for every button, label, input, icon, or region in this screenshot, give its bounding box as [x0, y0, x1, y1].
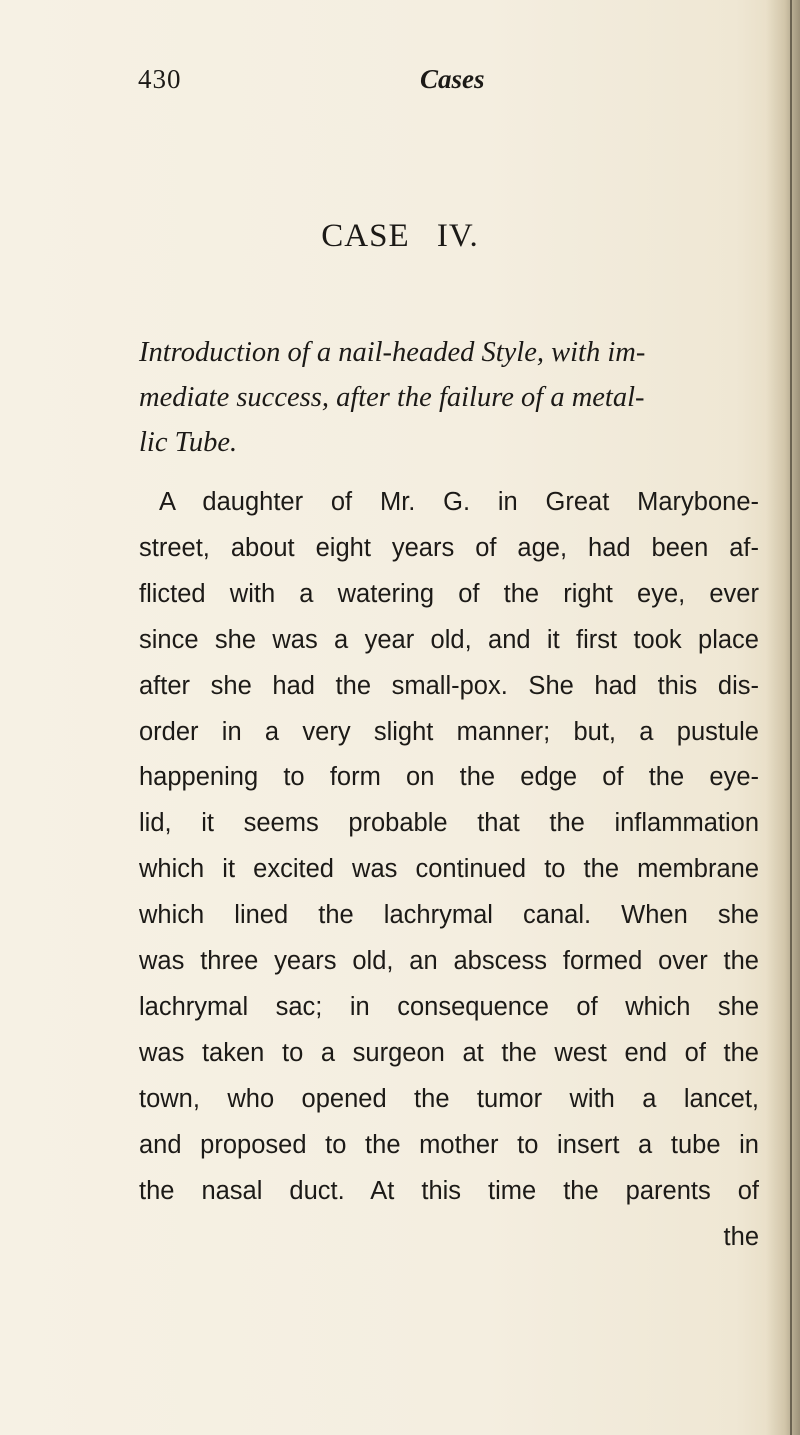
body-line: A daughter of Mr. G. in Great Marybone-	[159, 488, 759, 516]
subtitle-line: Introduction of a nail-headed Style, with im-	[139, 337, 646, 368]
case-heading-prefix: CASE	[321, 218, 410, 254]
body-line: lid, it seems probable that the inflammation	[139, 809, 759, 838]
body-line: town, who opened the tumor with a lancet,	[139, 1084, 759, 1113]
page-number: 430	[138, 64, 182, 94]
body-line: after she had the small-pox. She had this dis-	[139, 671, 759, 700]
body-line: since she was a year old, and it first took place	[139, 625, 759, 654]
case-subtitle	[139, 330, 759, 465]
page-gutter-shadow	[766, 0, 800, 1435]
body-line: lachrymal sac; in consequence of which she	[139, 992, 759, 1021]
running-head	[138, 64, 618, 104]
catchword: the	[723, 1222, 759, 1251]
body-line: was three years old, an abscess formed over the	[139, 947, 759, 976]
body-line: flicted with a watering of the right eye, ever	[139, 579, 759, 608]
subtitle-line: lic Tube.	[139, 427, 238, 458]
body-line: was taken to a surgeon at the west end of the	[139, 1038, 759, 1067]
subtitle-line: mediate success, after the failure of a metal-	[139, 382, 645, 413]
case-heading	[0, 218, 800, 255]
body-line: and proposed to the mother to insert a tube in	[139, 1130, 759, 1159]
body-paragraph	[139, 480, 759, 1260]
case-heading-numeral: IV.	[436, 218, 479, 254]
page-edge-line	[790, 0, 792, 1435]
running-title: Cases	[420, 64, 485, 94]
body-line: the nasal duct. At this time the parents of	[139, 1176, 759, 1205]
body-line: which lined the lachrymal canal. When she	[139, 901, 759, 930]
body-line: happening to form on the edge of the eye-	[139, 763, 759, 792]
body-line: which it excited was continued to the membrane	[139, 855, 759, 884]
body-line: order in a very slight manner; but, a pustule	[139, 717, 759, 746]
body-line: street, about eight years of age, had been af-	[139, 533, 759, 562]
